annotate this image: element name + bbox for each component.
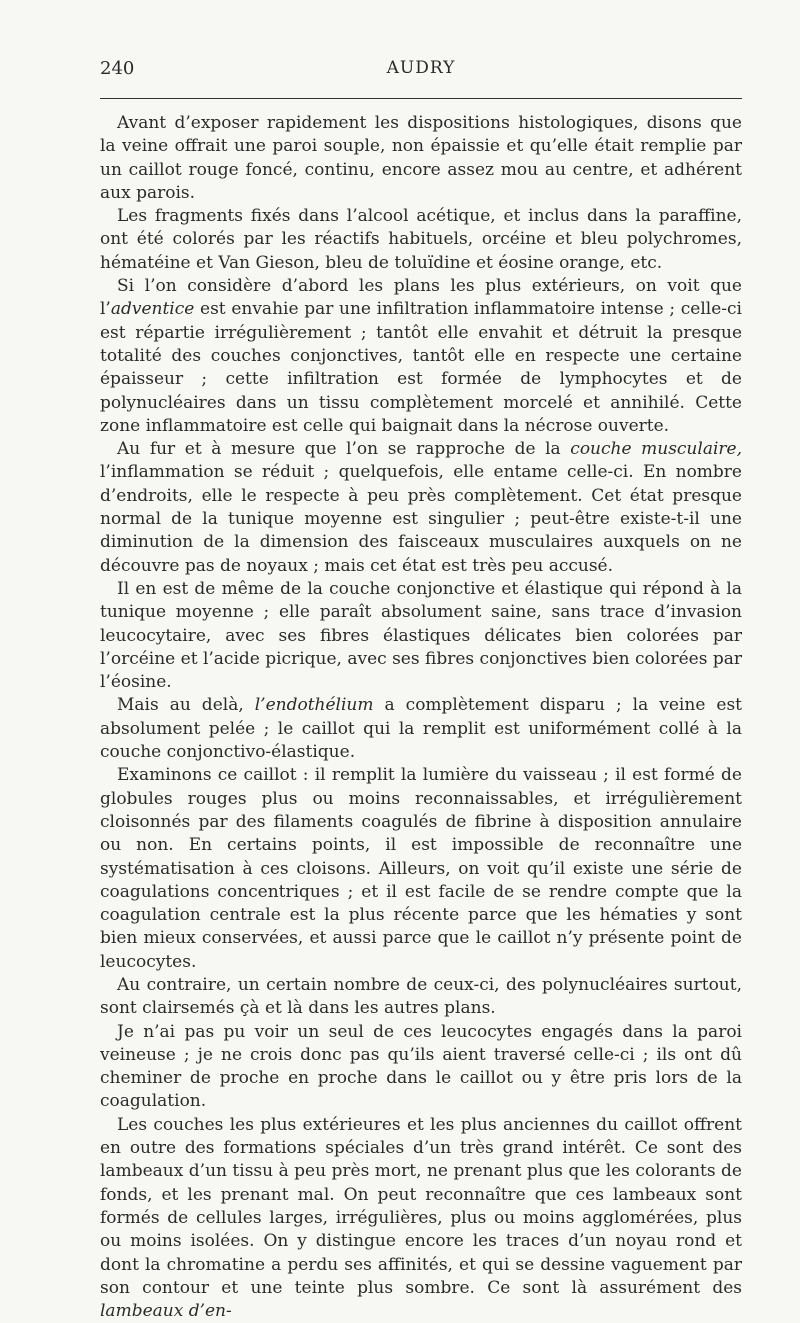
paragraph: Avant d’exposer rapidement les dispositions histologiques, disons que la veine offrait une paroi souple, non épaissie et qu’elle était remplie par un caillot rouge foncé, continu, encore assez mou au centre, et adhérent aux parois. (100, 113, 742, 203)
paragraph: Les fragments fixés dans l’alcool acétique, et inclus dans la paraffine, ont été colorés par les réactifs habituels, orcéine et bleu polychromes, hématéine et Van Gieson, bleu de toluïdine et éosine orange, etc. (100, 206, 742, 273)
body-text (100, 112, 742, 1323)
page-header (100, 58, 742, 86)
italic-term: adventice (110, 299, 195, 320)
paragraph: Au fur et à mesure que l’on se rapproche de la couche musculaire, l’inflammation se réduit ; quelquefois, elle entame celle-ci. En nombre d’endroits, elle le respecte à peu près complètement. Cet état presque normal de la tunique moyenne est singulier ; peut-être existe-t-il une diminution de la dimension des faisceaux musculaires auxquels on ne découvre pas de noyaux ; mais cet état est très peu accusé. (100, 439, 742, 576)
paragraph: Mais au delà, l’endothélium a complètement disparu ; la veine est absolument pelée ; le caillot qui la remplit est uniformément collé à la couche conjonctivo-élastique. (100, 695, 743, 763)
running-title: AUDRY (386, 58, 456, 78)
paragraph: Je n’ai pas pu voir un seul de ces leucocytes engagés dans la paroi veineuse ; je ne crois donc pas qu’ils aient traversé celle-ci ; ils ont dû cheminer de proche en proche dans le caillot ou y être pris lors de la coagulation. (100, 1021, 742, 1112)
italic-term: couche musculaire, (570, 439, 742, 460)
paragraph: Les couches les plus extérieures et les plus anciennes du caillot offrent en outre des formations spéciales d’un très grand intérêt. Ce sont des lambeaux d’un tissu à peu près mort, ne prenant plus que les colorants de fonds, et les prenant mal. On peut reconnaître que ces lambeaux sont formés de cellules larges, irrégulières, plus ou moins agglomérées, plus ou moins isolées. On y distingue encore les traces d’un noyau rond et dont la chromatine a perdu ses affinités, et qui se dessine vaguement par son contour et une teinte plus sombre. Ce sont là assurément des lambeaux d’en- (100, 1114, 742, 1322)
italic-term: lambeaux d’en- (100, 1301, 232, 1322)
page-number: 240 (100, 58, 135, 79)
header-rule (100, 98, 742, 99)
paragraph: Si l’on considère d’abord les plans les plus extérieurs, on voit que l’adventice est envahie par une infiltration inflammatoire intense ; celle-ci est répartie irrégulièrement ; tantôt elle envahit et détruit la presque totalité des couches conjonctives, tantôt elle en respecte une certaine épaisseur ; cette infiltration est formée de lymphocytes et de polynucléaires dans un tissu complètement morcelé et annihilé. Cette zone inflammatoire est celle qui baignait dans la nécrose ouverte. (100, 276, 742, 436)
paragraph: Au contraire, un certain nombre de ceux-ci, des polynucléaires surtout, sont clairsemés çà et là dans les autres plans. (100, 974, 742, 1019)
paragraph: Il en est de même de la couche conjonctive et élastique qui répond à la tunique moyenne ; elle paraît absolument saine, sans trace d’invasion leucocytaire, avec ses fibres élastiques délicates bien colorées par l’orcéine et l’acide picrique, avec ses fibres conjonctives bien colorées par l’éosine. (100, 578, 742, 693)
paragraph: Examinons ce caillot : il remplit la lumière du vaisseau ; il est formé de globules rouges plus ou moins reconnaissables, et irrégulièrement cloisonnés par des filaments coagulés de fibrine à disposition annulaire ou non. En certains points, il est impossible de reconnaître une systématisation à ces cloisons. Ailleurs, on voit qu’il existe une série de coagulations concentriques ; et il est facile de se rendre compte que la coagulation centrale est la plus récente parce que les hématies y sont bien mieux conservées, et aussi parce que le caillot n’y présente point de leucocytes. (100, 765, 742, 972)
italic-term: l’endothélium (254, 695, 374, 716)
